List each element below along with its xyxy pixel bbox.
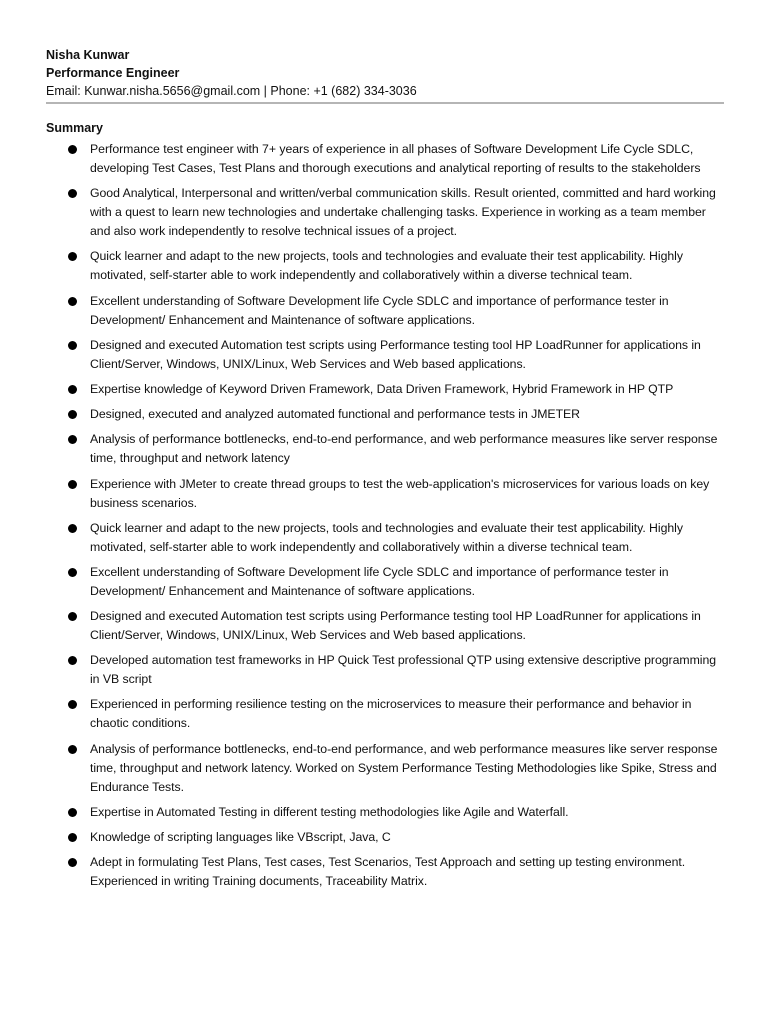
list-item [46, 247, 722, 285]
bullet-icon [68, 524, 77, 533]
contact-line: Email: Kunwar.nisha.5656@gmail.com | Phone: +1 (682) 334-3036 [46, 84, 417, 98]
list-item [46, 475, 722, 513]
list-item-text: Adept in formulating Test Plans, Test cases, Test Scenarios, Test Approach and setting up testing environment. Experienced in writing Training documents, Traceability Matrix. [90, 855, 686, 889]
bullet-icon [68, 297, 77, 306]
resume-page [46, 46, 722, 897]
list-item-text: Knowledge of scripting languages like VBscript, Java, C [90, 830, 391, 844]
summary-heading: Summary [46, 121, 103, 135]
list-item-text: Developed automation test frameworks in HP Quick Test professional QTP using extensive descriptive programming in VB script [90, 653, 717, 687]
list-item-text: Expertise knowledge of Keyword Driven Framework, Data Driven Framework, Hybrid Framework in HP QTP [90, 381, 674, 396]
list-item-text: Quick learner and adapt to the new projects, tools and technologies and evaluate their test applicability. Highly motivated, self-starter able to work independently and collaboratively within a diverse technical team. [90, 249, 683, 283]
header-divider [46, 102, 724, 104]
list-item [46, 740, 722, 797]
list-item-text: Excellent understanding of Software Development life Cycle SDLC and importance of performance tester in Development/ Enhancement and Maintenance of software applications. [90, 293, 669, 327]
list-item-text: Analysis of performance bottlenecks, end-to-end performance, and web performance measures like server response time, throughput and network latency [90, 432, 718, 466]
bullet-icon [68, 700, 77, 709]
list-item [46, 828, 722, 847]
bullet-icon [68, 189, 77, 198]
bullet-icon [68, 612, 77, 621]
list-item [46, 563, 722, 601]
bullet-icon [68, 410, 77, 419]
bullet-icon [68, 745, 77, 754]
list-item [46, 430, 722, 468]
list-item-text: Performance test engineer with 7+ years of experience in all phases of Software Development Life Cycle SDLC, developing Test Cases, Test Plans and thorough executions and analytical reporting of results to the stakeholders [90, 142, 701, 175]
summary-list [46, 140, 722, 891]
bullet-icon [68, 858, 77, 867]
bullet-icon [68, 656, 77, 665]
list-item-text: Experienced in performing resilience testing on the microservices to measure their performance and behavior in chaotic conditions. [90, 697, 692, 731]
bullet-icon [68, 435, 77, 444]
bullet-icon [68, 385, 77, 394]
candidate-name: Nisha Kunwar [46, 48, 130, 62]
bullet-icon [68, 341, 77, 350]
list-item [46, 803, 722, 822]
list-item-text: Designed and executed Automation test scripts using Performance testing tool HP LoadRunner for applications in Client/Server, Windows, UNIX/Linux, Web Services and Web based applications. [90, 337, 701, 371]
bullet-icon [68, 568, 77, 577]
list-item-text: Analysis of performance bottlenecks, end-to-end performance, and web performance measures like server response time, throughput and network latency. Worked on System Performance Testing Methodologies like Spike, Stress and Endurance Tests. [90, 741, 718, 794]
list-item-text: Designed, executed and analyzed automated functional and performance tests in JMETER [90, 407, 581, 422]
list-item [46, 336, 722, 374]
list-item [46, 292, 722, 330]
list-item-text: Experience with JMeter to create thread groups to test the web-application's microservices for various loads on key business scenarios. [90, 476, 710, 510]
list-item [46, 519, 722, 557]
list-item [46, 140, 722, 178]
list-item [46, 184, 722, 241]
bullet-icon [68, 145, 77, 154]
list-item-text: Expertise in Automated Testing in different testing methodologies like Agile and Waterfall. [90, 804, 569, 819]
job-title: Performance Engineer [46, 66, 180, 80]
list-item [46, 853, 722, 891]
list-item [46, 405, 722, 424]
list-item [46, 695, 722, 733]
list-item [46, 607, 722, 645]
list-item-text: Excellent understanding of Software Development life Cycle SDLC and importance of performance tester in Development/ Enhancement and Maintenance of software applications. [90, 564, 669, 598]
list-item [46, 651, 722, 689]
list-item-text: Good Analytical, Interpersonal and written/verbal communication skills. Result oriented, committed and hard working with a quest to learn new technologies and undertake challenging tasks. Experience in working as a team member and also work independently to resolve technical issues of a project. [90, 186, 716, 239]
bullet-icon [68, 833, 77, 842]
bullet-icon [68, 252, 77, 261]
bullet-icon [68, 808, 77, 817]
list-item-text: Designed and executed Automation test scripts using Performance testing tool HP LoadRunner for applications in Client/Server, Windows, UNIX/Linux, Web Services and Web based applications. [90, 609, 701, 643]
list-item-text: Quick learner and adapt to the new projects, tools and technologies and evaluate their test applicability. Highly motivated, self-starter able to work independently and collaboratively within a diverse technical team. [90, 520, 683, 554]
bullet-icon [68, 480, 77, 489]
list-item [46, 380, 722, 399]
